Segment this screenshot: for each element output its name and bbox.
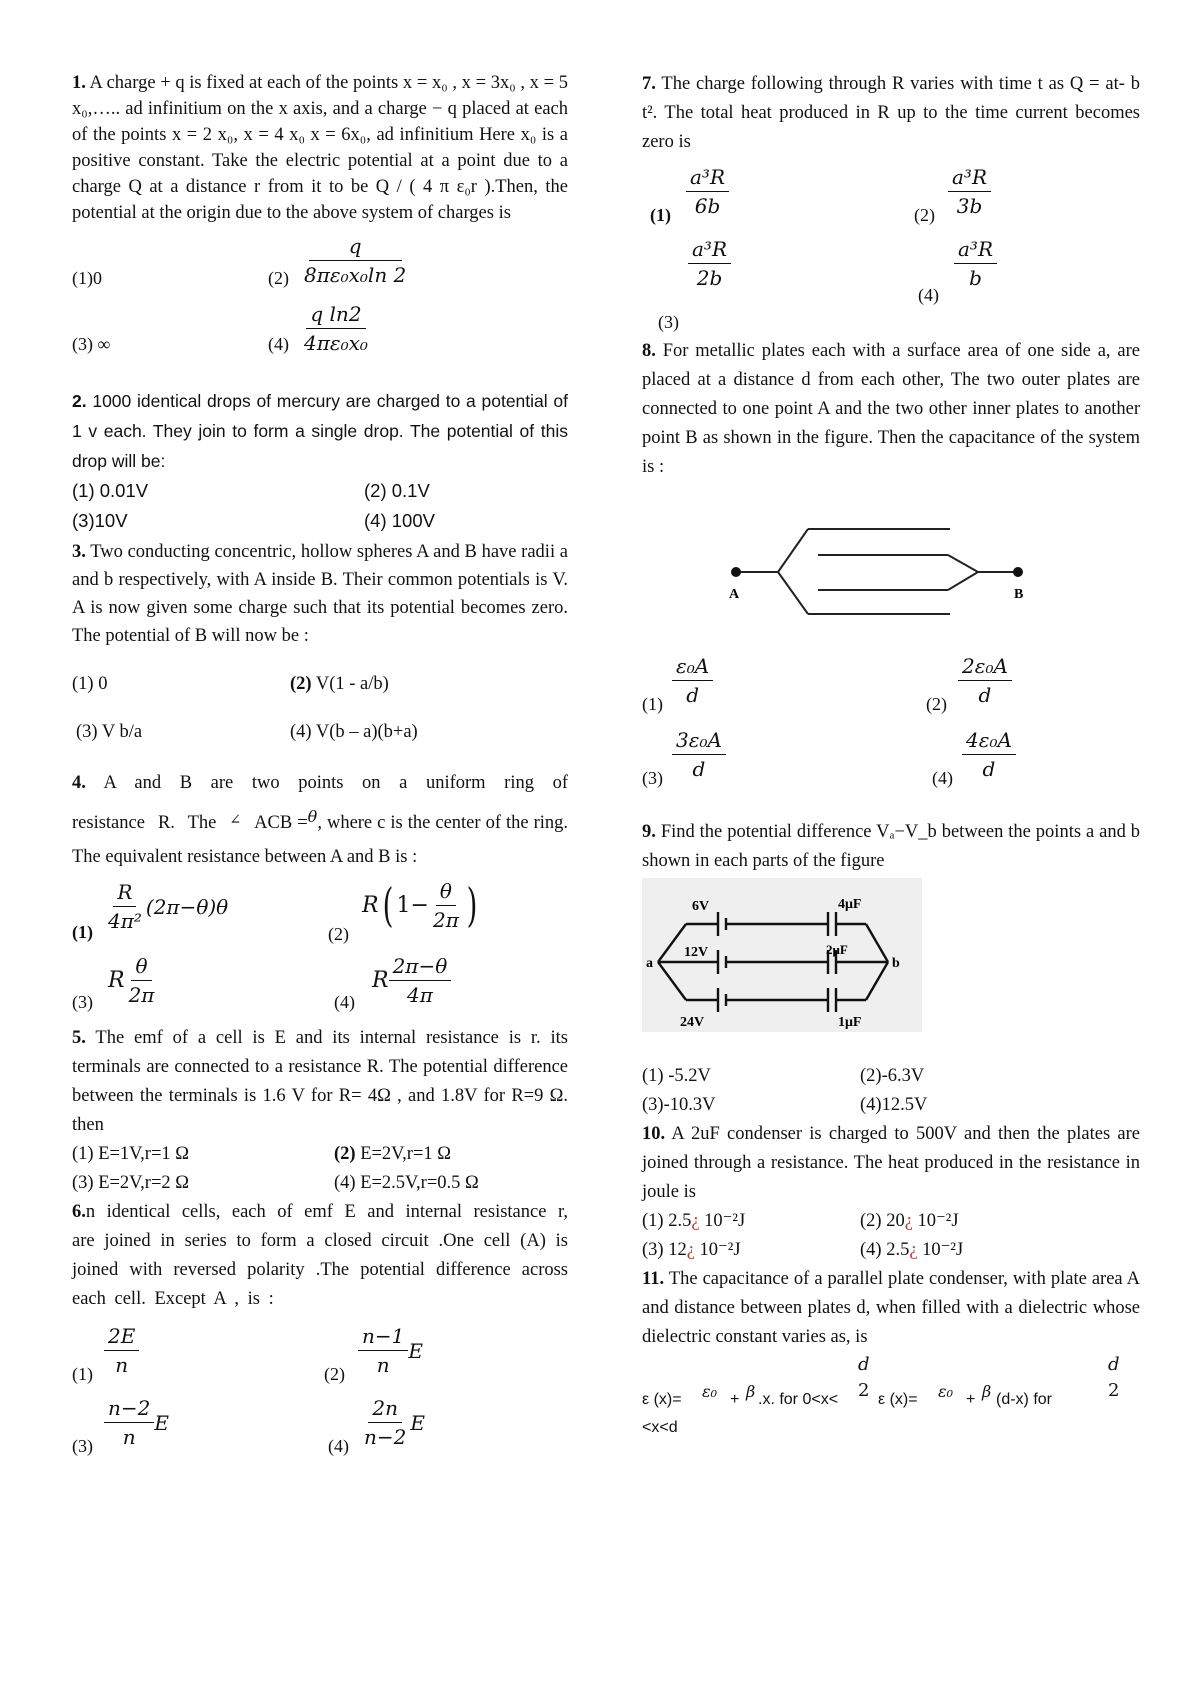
denominator: 2b xyxy=(696,266,723,290)
prefix: R xyxy=(108,968,125,993)
option-2-label[interactable]: (2) xyxy=(328,924,349,944)
prefix: R xyxy=(362,892,379,918)
option-4-label[interactable]: (4) xyxy=(268,334,289,354)
option-1-fraction xyxy=(672,654,713,707)
option-3[interactable]: (3)-10.3V xyxy=(642,1095,716,1115)
option-1-fraction xyxy=(686,165,729,218)
half-d-fraction xyxy=(1104,1354,1124,1402)
numerator: 3ε₀A xyxy=(672,728,726,755)
question-number: 2. xyxy=(72,391,87,411)
option-label: (2) xyxy=(290,674,312,694)
option-text: V(1 - a/b) xyxy=(315,674,389,694)
option-2[interactable] xyxy=(334,1140,568,1169)
question-7-text xyxy=(642,70,1140,157)
option-3-fraction xyxy=(688,237,731,290)
question-body: For metallic plates each with a surface area of one side a, are placed at a distance d from each other, The two outer plates are connected to one point A and the two other inner plates to another point B as shown in the figure. Then the capacitance of the system is : xyxy=(642,341,1140,477)
option-exponent: 10⁻²J xyxy=(917,1240,964,1260)
question-10-options xyxy=(642,1207,1140,1265)
question-2-options xyxy=(72,476,568,536)
numerator: d xyxy=(858,1354,870,1375)
paren-left: ( xyxy=(382,878,393,932)
numerator: a³R xyxy=(954,237,997,264)
wire-a-up xyxy=(778,529,808,572)
wire-b-top xyxy=(866,924,888,962)
question-body: Find the potential difference Vₐ−V_b between the points a and b shown in each parts of the figure xyxy=(642,822,1140,871)
label-a: a xyxy=(646,956,653,971)
question-11 xyxy=(642,1265,1140,1442)
option-2-label[interactable]: (2) xyxy=(268,268,289,288)
numerator: 2ε₀A xyxy=(958,654,1012,681)
option-3-label[interactable]: (3) xyxy=(658,312,679,332)
question-number: 5. xyxy=(72,1028,86,1048)
denominator: 3b xyxy=(956,194,983,218)
formula-part-2: .x. for 0<x< xyxy=(758,1391,839,1408)
denominator: 2π xyxy=(432,907,459,932)
numerator: θ xyxy=(131,954,151,981)
question-number: 3. xyxy=(72,542,86,562)
question-body: The emf of a cell is E and its internal resistance is r. its terminals are connected to a resistance R. The potential difference between the terminals is 1.6 V for R= 4Ω , and 1.8V for R=9 Ω. then xyxy=(72,1028,568,1135)
question-number: 1. xyxy=(72,73,86,93)
option-3-label[interactable]: (3) xyxy=(72,1436,93,1456)
wire-a-top xyxy=(658,924,686,962)
numerator: R xyxy=(113,880,136,907)
option-1-label[interactable]: (1) xyxy=(72,922,93,942)
terminal-b xyxy=(1013,567,1023,577)
option-4[interactable]: (4) E=2.5V,r=0.5 Ω xyxy=(334,1173,479,1193)
formula-part-5: <x<d xyxy=(642,1419,678,1436)
option-3-label[interactable]: (3) xyxy=(72,992,93,1012)
question-5-text xyxy=(72,1024,568,1140)
option-4-label[interactable]: (4) xyxy=(932,768,953,788)
one-minus: 1− xyxy=(396,892,429,918)
right-column xyxy=(642,70,1140,1442)
numerator: ε₀A xyxy=(672,654,713,681)
option-4[interactable]: (4) V(b – a)(b+a) xyxy=(290,722,418,742)
question-11-formula xyxy=(642,1352,1140,1442)
option-2-label[interactable]: (2) xyxy=(324,1364,345,1384)
question-number: 11. xyxy=(642,1269,665,1289)
option-3-expression xyxy=(108,954,158,1007)
prefix: R xyxy=(372,968,389,993)
option-2-label[interactable]: (2) xyxy=(926,694,947,714)
option-4-label[interactable]: (4) xyxy=(334,992,355,1012)
option-3[interactable]: (3) V b/a xyxy=(76,722,143,742)
label-12v: 12V xyxy=(684,945,709,960)
formula-part-1: ε (x)= xyxy=(642,1391,682,1408)
option-exponent: 10⁻²J xyxy=(699,1211,746,1231)
option-1[interactable]: (1) -5.2V xyxy=(642,1066,711,1086)
option-4-label[interactable]: (4) xyxy=(918,285,939,305)
question-7-options xyxy=(642,157,1140,337)
wire-a-bot xyxy=(658,962,686,1000)
denominator: 4π² xyxy=(108,909,142,933)
question-body: The capacitance of a parallel plate condenser, with plate area A and distance between plates d, when filled with a dielectric whose dielectric constant varies as, is xyxy=(642,1269,1140,1347)
epsilon-zero: ε₀ xyxy=(938,1382,953,1401)
option-value: (2) 20 xyxy=(860,1211,905,1231)
question-4-text xyxy=(72,766,568,874)
plus-sign: + xyxy=(966,1391,976,1408)
question-body-3: , where c is the center of the ring. The equivalent resistance between A and B is : xyxy=(72,813,569,867)
beta-symbol: β xyxy=(982,1382,992,1401)
question-8-options xyxy=(642,644,1140,788)
label-6v: 6V xyxy=(692,899,710,914)
denominator: d xyxy=(982,757,996,781)
option-1-fraction xyxy=(104,1324,139,1377)
question-8 xyxy=(642,337,1140,788)
option-2-expression xyxy=(358,1324,423,1377)
angle-symbol: ∠ xyxy=(229,813,242,828)
denominator: 4π xyxy=(406,983,433,1007)
expression-tail: E xyxy=(410,1410,425,1435)
option-2[interactable] xyxy=(290,660,568,708)
epsilon-zero: ε₀ xyxy=(702,1382,717,1401)
question-body: The charge following through R varies with time t as Q = at- b t². The total heat produced in R up to the time current becomes zero is xyxy=(642,74,1140,152)
numerator: θ xyxy=(436,879,456,906)
symbol-mark: ¿ xyxy=(686,1240,695,1260)
numerator: n−1 xyxy=(358,1324,408,1351)
question-number: 9. xyxy=(642,822,656,842)
option-1[interactable]: (1) 0.01V xyxy=(72,480,149,501)
numerator: a³R xyxy=(686,165,729,192)
option-exponent: 10⁻²J xyxy=(912,1211,959,1231)
denominator: 2 xyxy=(1108,1380,1120,1401)
symbol-mark: ¿ xyxy=(691,1211,700,1231)
denominator: 2 xyxy=(858,1380,870,1401)
numerator: q ln2 xyxy=(306,302,365,329)
option-1-label[interactable]: (1) xyxy=(650,205,671,225)
option-2-fraction xyxy=(300,234,410,287)
denominator: b xyxy=(969,266,982,290)
option-label: (2) xyxy=(334,1144,356,1164)
option-1[interactable] xyxy=(642,1207,860,1236)
question-1-text xyxy=(72,70,568,226)
numerator: d xyxy=(1108,1354,1120,1375)
wire-b-down xyxy=(948,572,978,590)
question-body: n identical cells, each of emf E and internal resistance r, are joined in series to form a closed circuit .One cell (A) is joined with reversed polarity .The potential difference across each cell. Except A , is : xyxy=(72,1202,568,1309)
question-body: 1000 identical drops of mercury are charged to a potential of 1 v each. They join to form a single drop. The potential of this drop will be: xyxy=(72,391,568,471)
question-2 xyxy=(72,386,568,536)
option-3[interactable] xyxy=(642,1236,860,1265)
label-1uf: 1μF xyxy=(838,1015,862,1030)
option-1-label[interactable]: (1) xyxy=(642,694,663,714)
wire-a-down xyxy=(778,572,808,614)
question-8-text xyxy=(642,337,1140,482)
question-11-text xyxy=(642,1265,1140,1352)
question-4-options xyxy=(72,874,568,1022)
expression-tail: E xyxy=(154,1410,169,1435)
option-1[interactable]: (1) E=1V,r=1 Ω xyxy=(72,1144,189,1164)
option-exponent: 10⁻²J xyxy=(694,1240,741,1260)
option-4-fraction xyxy=(962,728,1016,781)
option-value: (3) 12 xyxy=(642,1240,687,1260)
question-body: A and B are two points on a uniform ring of resistance R. The xyxy=(72,773,568,833)
label-a: A xyxy=(729,587,740,602)
denominator: d xyxy=(978,683,992,707)
label-4uf: 4μF xyxy=(838,897,862,912)
question-number: 10. xyxy=(642,1124,666,1144)
theta-symbol: θ xyxy=(307,807,318,826)
option-4-expression xyxy=(360,1396,425,1449)
numerator: 2E xyxy=(104,1324,139,1351)
question-4 xyxy=(72,766,568,1022)
denominator: n xyxy=(376,1353,390,1377)
wire-b-up xyxy=(948,555,978,572)
half-d-fraction xyxy=(854,1354,874,1402)
question-1 xyxy=(72,70,568,366)
label-2uf: 2μF xyxy=(826,942,848,957)
capacitor-circuit-figure xyxy=(642,878,922,1032)
option-4-label[interactable]: (4) xyxy=(328,1436,349,1456)
option-3[interactable]: (3) E=2V,r=2 Ω xyxy=(72,1173,189,1193)
option-3-expression xyxy=(104,1396,169,1449)
question-10 xyxy=(642,1120,1140,1265)
option-value: (1) 2.5 xyxy=(642,1211,692,1231)
question-number: 7. xyxy=(642,74,656,94)
numerator: a³R xyxy=(688,237,731,264)
question-6-text xyxy=(72,1198,568,1314)
option-4[interactable]: (4) 100V xyxy=(364,510,435,531)
numerator: a³R xyxy=(948,165,991,192)
option-4-fraction xyxy=(954,237,997,290)
option-value: (4) 2.5 xyxy=(860,1240,910,1260)
question-5 xyxy=(72,1024,568,1198)
question-5-options xyxy=(72,1140,568,1198)
question-10-text xyxy=(642,1120,1140,1207)
option-1-label[interactable]: (1) xyxy=(72,1364,93,1384)
question-number: 6. xyxy=(72,1202,86,1222)
plus-sign: + xyxy=(730,1391,740,1408)
question-number: 4. xyxy=(72,773,86,793)
question-9 xyxy=(642,818,1140,1120)
option-1[interactable]: (1)0 xyxy=(72,268,102,288)
question-6-options xyxy=(72,1314,568,1464)
question-number: 8. xyxy=(642,341,656,361)
option-text: E=2V,r=1 Ω xyxy=(360,1144,452,1164)
question-9-text xyxy=(642,818,1140,876)
question-2-text xyxy=(72,386,568,476)
question-body: Two conducting concentric, hollow spheres A and B have radii a and b respectively, with A inside B. Their common potentials is V. A is now given some charge such that its potential becomes zero. The potential of B will now be : xyxy=(72,542,568,646)
beta-symbol: β xyxy=(746,1382,756,1401)
wire-b-bot xyxy=(866,962,888,1000)
denominator: 2π xyxy=(128,983,155,1007)
question-body: A 2uF condenser is charged to 500V and then the plates are joined through a resistance. The heat produced in the resistance in joule is xyxy=(642,1124,1140,1202)
numerator: n−2 xyxy=(104,1396,154,1423)
question-body-2: ACB = xyxy=(254,813,308,833)
question-7 xyxy=(642,70,1140,337)
option-4-fraction xyxy=(300,302,372,355)
paren-right: ) xyxy=(466,878,478,932)
option-3[interactable]: (3)10V xyxy=(72,510,128,531)
label-b: B xyxy=(1014,587,1024,602)
option-1-expression xyxy=(104,880,228,933)
option-4[interactable]: (4)12.5V xyxy=(860,1095,928,1115)
terminal-a xyxy=(731,567,741,577)
denominator: n xyxy=(122,1425,136,1449)
option-2-label[interactable]: (2) xyxy=(914,205,935,225)
option-2-fraction xyxy=(958,654,1012,707)
option-2-expression xyxy=(362,878,481,932)
numerator: 4ε₀A xyxy=(962,728,1016,755)
question-9-options xyxy=(642,1062,1140,1120)
numerator: q xyxy=(309,234,402,261)
option-3-label[interactable]: (3) xyxy=(642,768,663,788)
option-4-expression xyxy=(372,954,451,1007)
question-1-options xyxy=(72,226,568,366)
denominator: 8πε₀x₀ln 2 xyxy=(304,263,407,287)
denominator: n−2 xyxy=(364,1425,407,1449)
question-body: A charge + q is fixed at each of the points x = x₀ , x = 3x₀ , x = 5 x₀,….. ad infinitium on the x axis, and a charge − q placed at each of the points x = 2 x₀, x = 4 x₀ x = 6x₀, ad infinitium Here x₀ is a positive constant. Take the electric potential at a point due to a charge Q at a distance r from it to be Q / ( 4 π ε₀r ).Then, the potential at the origin due to the above system of charges is xyxy=(72,73,568,223)
option-2[interactable]: (2)-6.3V xyxy=(860,1066,925,1086)
numerator: 2π−θ xyxy=(389,954,452,981)
expression-tail: (2π−θ)θ xyxy=(145,894,229,919)
left-column xyxy=(72,70,568,1464)
question-6 xyxy=(72,1198,568,1464)
denominator: d xyxy=(686,683,699,707)
numerator: 2n xyxy=(368,1396,402,1423)
label-24v: 24V xyxy=(680,1015,705,1030)
option-4[interactable] xyxy=(860,1236,1140,1265)
question-3-options xyxy=(72,660,568,756)
question-3 xyxy=(72,538,568,756)
expression-tail: E xyxy=(408,1338,423,1363)
option-2[interactable] xyxy=(860,1207,1140,1236)
symbol-mark: ¿ xyxy=(904,1211,913,1231)
denominator: 4πε₀x₀ xyxy=(304,331,368,355)
denominator: 6b xyxy=(694,194,721,218)
option-3-fraction xyxy=(672,728,726,781)
option-2-fraction xyxy=(948,165,991,218)
option-3[interactable]: (3) ∞ xyxy=(72,334,111,354)
formula-part-3: ε (x)= xyxy=(878,1391,918,1408)
plates-figure xyxy=(642,494,1140,644)
option-2[interactable]: (2) 0.1V xyxy=(364,480,430,501)
formula-part-4: (d-x) for xyxy=(996,1391,1052,1408)
option-1[interactable]: (1) 0 xyxy=(72,674,108,694)
denominator: n xyxy=(115,1353,129,1377)
symbol-mark: ¿ xyxy=(909,1240,918,1260)
label-b: b xyxy=(892,956,900,971)
question-3-text xyxy=(72,538,568,650)
denominator: d xyxy=(692,757,706,781)
